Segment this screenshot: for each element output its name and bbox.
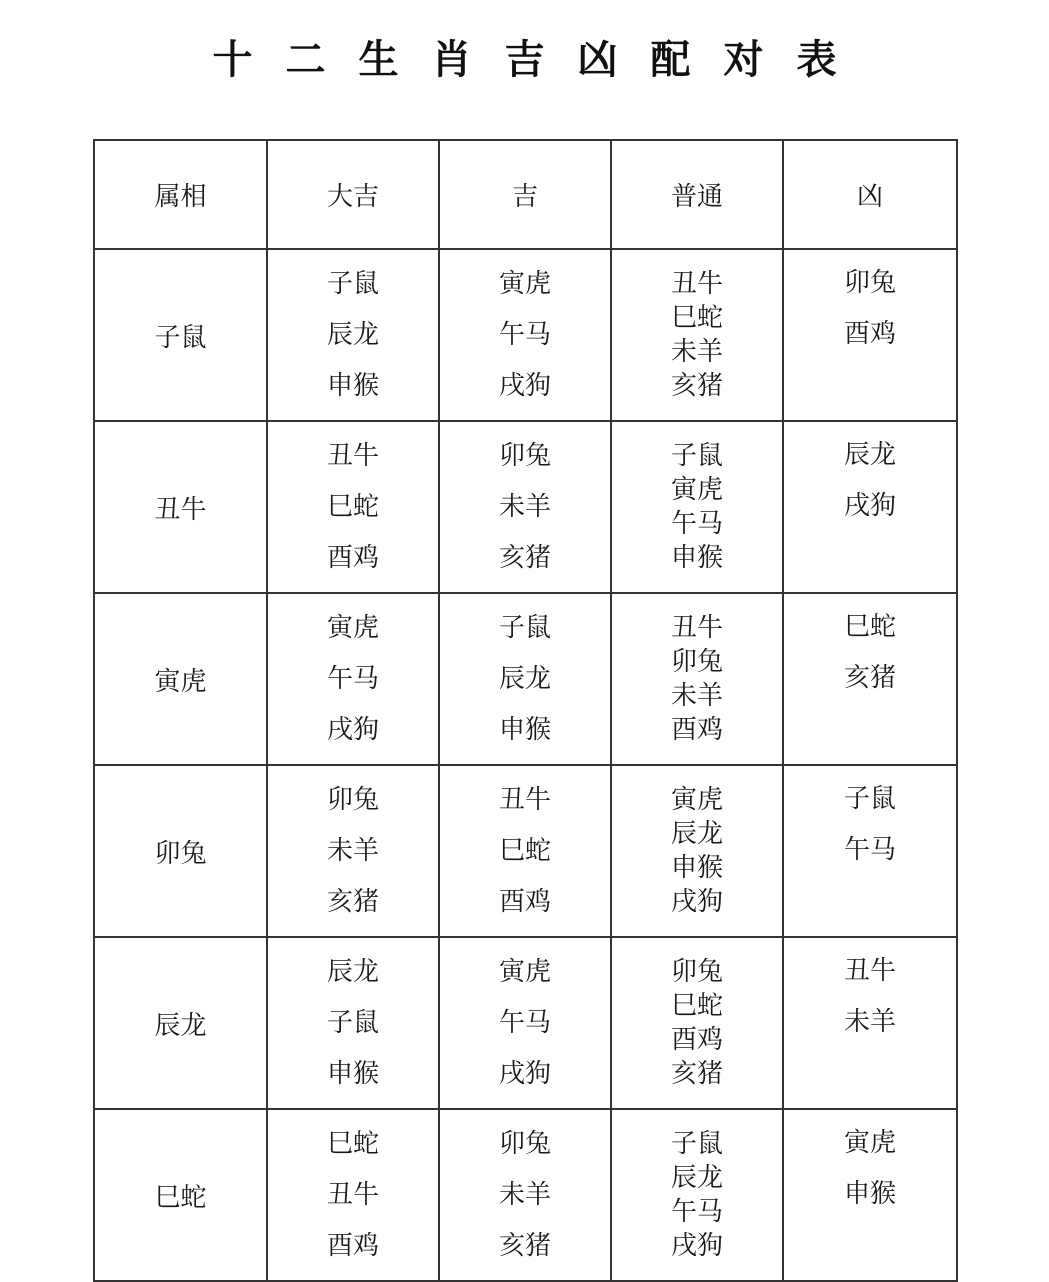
zodiac-item: 午马 <box>670 1197 723 1227</box>
zodiac-item: 亥猪 <box>326 886 379 917</box>
ji-list <box>440 259 610 412</box>
putong-cell <box>611 1109 783 1281</box>
xiong-list <box>784 938 956 1048</box>
ji-list <box>440 775 610 928</box>
zodiac-item: 未羊 <box>498 1179 551 1210</box>
zodiac-item: 寅虎 <box>670 785 723 815</box>
zodiac-item: 子鼠 <box>326 268 379 299</box>
zodiac-item: 辰龙 <box>843 440 896 470</box>
xiong-list <box>784 594 956 704</box>
putong-list <box>612 611 782 747</box>
zodiac-item: 酉鸡 <box>670 715 723 745</box>
zodiac-item: 午马 <box>326 663 379 694</box>
zodiac-item: 卯兔 <box>498 1128 551 1159</box>
daji-cell <box>267 249 439 421</box>
sign-cell: 辰龙 <box>94 937 267 1109</box>
sign-cell: 丑牛 <box>94 421 267 593</box>
zodiac-item: 申猴 <box>670 853 723 883</box>
zodiac-item: 寅虎 <box>670 475 723 505</box>
xiong-cell <box>783 765 957 937</box>
zodiac-item: 丑牛 <box>670 269 723 299</box>
xiong-cell <box>783 937 957 1109</box>
zodiac-item: 酉鸡 <box>326 1230 379 1261</box>
zodiac-item: 丑牛 <box>326 440 379 471</box>
zodiac-item: 寅虎 <box>498 956 551 987</box>
zodiac-item: 酉鸡 <box>326 542 379 573</box>
daji-list <box>268 1119 438 1272</box>
zodiac-item: 卯兔 <box>843 268 896 298</box>
putong-list <box>612 783 782 919</box>
ji-list <box>440 431 610 584</box>
putong-list <box>612 1127 782 1263</box>
putong-list <box>612 439 782 575</box>
zodiac-item: 未羊 <box>670 337 723 367</box>
putong-list <box>612 267 782 403</box>
ji-cell <box>439 765 611 937</box>
zodiac-item: 戌狗 <box>498 1058 551 1089</box>
header-daji: 大吉 <box>267 140 439 249</box>
daji-cell <box>267 593 439 765</box>
ji-list <box>440 947 610 1100</box>
zodiac-item: 辰龙 <box>326 956 379 987</box>
zodiac-item: 申猴 <box>326 1058 379 1089</box>
zodiac-item: 卯兔 <box>670 957 723 987</box>
zodiac-item: 子鼠 <box>670 441 723 471</box>
daji-list <box>268 775 438 928</box>
zodiac-item: 辰龙 <box>498 663 551 694</box>
table-row <box>94 421 957 593</box>
zodiac-item: 丑牛 <box>670 613 723 643</box>
putong-cell <box>611 249 783 421</box>
zodiac-item: 寅虎 <box>326 612 379 643</box>
zodiac-item: 巳蛇 <box>670 303 723 333</box>
zodiac-item: 亥猪 <box>843 663 896 693</box>
daji-cell <box>267 1109 439 1281</box>
table-row <box>94 249 957 421</box>
zodiac-item: 子鼠 <box>498 612 551 643</box>
zodiac-item: 午马 <box>670 509 723 539</box>
zodiac-item: 未羊 <box>326 835 379 866</box>
zodiac-item: 午马 <box>843 835 896 865</box>
zodiac-item: 卯兔 <box>498 440 551 471</box>
zodiac-item: 申猴 <box>843 1179 896 1209</box>
header-sign: 属相 <box>94 140 267 249</box>
zodiac-item: 子鼠 <box>670 1129 723 1159</box>
ji-cell <box>439 249 611 421</box>
sign-cell: 巳蛇 <box>94 1109 267 1281</box>
zodiac-item: 戌狗 <box>670 887 723 917</box>
xiong-cell <box>783 249 957 421</box>
page-title: 十二生肖吉凶配对表 <box>212 36 870 83</box>
zodiac-item: 丑牛 <box>843 956 896 986</box>
putong-list <box>612 955 782 1091</box>
zodiac-item: 亥猪 <box>670 1059 723 1089</box>
ji-cell <box>439 1109 611 1281</box>
table-row <box>94 937 957 1109</box>
zodiac-item: 申猴 <box>326 370 379 401</box>
xiong-list <box>784 422 956 532</box>
xiong-cell <box>783 593 957 765</box>
zodiac-item: 辰龙 <box>326 319 379 350</box>
zodiac-item: 酉鸡 <box>843 319 896 349</box>
zodiac-item: 子鼠 <box>843 784 896 814</box>
zodiac-item: 亥猪 <box>498 542 551 573</box>
zodiac-item: 丑牛 <box>326 1179 379 1210</box>
xiong-cell <box>783 1109 957 1281</box>
zodiac-item: 戌狗 <box>670 1231 723 1261</box>
xiong-list <box>784 766 956 876</box>
zodiac-item: 酉鸡 <box>498 886 551 917</box>
daji-list <box>268 947 438 1100</box>
sign-cell: 子鼠 <box>94 249 267 421</box>
daji-cell <box>267 765 439 937</box>
daji-list <box>268 603 438 756</box>
putong-cell <box>611 421 783 593</box>
zodiac-item: 子鼠 <box>326 1007 379 1038</box>
zodiac-item: 辰龙 <box>670 819 723 849</box>
zodiac-item: 未羊 <box>843 1007 896 1037</box>
zodiac-item: 巳蛇 <box>843 612 896 642</box>
zodiac-item: 卯兔 <box>326 784 379 815</box>
daji-list <box>268 259 438 412</box>
putong-cell <box>611 765 783 937</box>
table-row <box>94 1109 957 1281</box>
ji-list <box>440 1119 610 1272</box>
header-putong: 普通 <box>611 140 783 249</box>
sign-cell: 卯兔 <box>94 765 267 937</box>
zodiac-item: 卯兔 <box>670 647 723 677</box>
ji-cell <box>439 593 611 765</box>
daji-list <box>268 431 438 584</box>
header-row <box>94 140 957 249</box>
zodiac-item: 午马 <box>498 319 551 350</box>
ji-list <box>440 603 610 756</box>
zodiac-item: 巳蛇 <box>498 835 551 866</box>
ji-cell <box>439 421 611 593</box>
zodiac-item: 午马 <box>498 1007 551 1038</box>
zodiac-item: 亥猪 <box>498 1230 551 1261</box>
daji-cell <box>267 937 439 1109</box>
xiong-list <box>784 1110 956 1220</box>
putong-cell <box>611 937 783 1109</box>
ji-cell <box>439 937 611 1109</box>
putong-cell <box>611 593 783 765</box>
header-xiong: 凶 <box>783 140 957 249</box>
zodiac-item: 寅虎 <box>498 268 551 299</box>
zodiac-item: 辰龙 <box>670 1163 723 1193</box>
zodiac-item: 申猴 <box>670 543 723 573</box>
zodiac-item: 戌狗 <box>498 370 551 401</box>
xiong-list <box>784 250 956 360</box>
daji-cell <box>267 421 439 593</box>
zodiac-item: 酉鸡 <box>670 1025 723 1055</box>
zodiac-item: 戌狗 <box>326 714 379 745</box>
table-row <box>94 765 957 937</box>
sign-cell: 寅虎 <box>94 593 267 765</box>
zodiac-item: 申猴 <box>498 714 551 745</box>
zodiac-item: 巳蛇 <box>326 1128 379 1159</box>
xiong-cell <box>783 421 957 593</box>
zodiac-compatibility-table <box>93 139 958 1282</box>
table-row <box>94 593 957 765</box>
zodiac-item: 未羊 <box>498 491 551 522</box>
zodiac-item: 巳蛇 <box>326 491 379 522</box>
zodiac-item: 戌狗 <box>843 491 896 521</box>
zodiac-item: 亥猪 <box>670 371 723 401</box>
zodiac-item: 巳蛇 <box>670 991 723 1021</box>
zodiac-item: 寅虎 <box>843 1128 896 1158</box>
header-ji: 吉 <box>439 140 611 249</box>
zodiac-item: 未羊 <box>670 681 723 711</box>
zodiac-item: 丑牛 <box>498 784 551 815</box>
